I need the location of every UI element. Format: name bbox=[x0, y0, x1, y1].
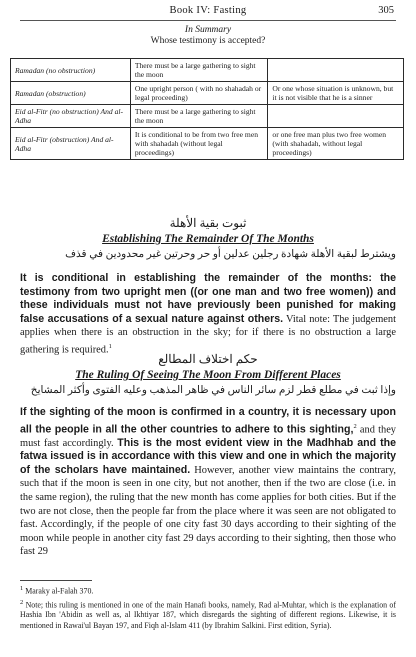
table-row bbox=[11, 82, 404, 105]
section-1-headings bbox=[0, 216, 416, 260]
summary-title: In Summary bbox=[184, 25, 232, 35]
section-2-bold-text-2: This is the most evident view in the Madhhab and the fatwa issued is in accordance with this view and one in which the majority of the scholars have maintained. bbox=[20, 436, 396, 476]
summary-heading bbox=[0, 25, 416, 46]
footnote-ref: 1 bbox=[108, 342, 112, 350]
table-cell: Ramadan (no obstruction) bbox=[11, 59, 131, 82]
table-cell: There must be a large gathering to sight the moon bbox=[130, 105, 268, 128]
section-1-arabic-title: ثبوت بقية الأهلة bbox=[169, 216, 247, 230]
section-1-paragraph bbox=[20, 272, 396, 357]
section-1-bold-text: It is conditional in establishing the remainder of the months: the testimony from two upright men ((or one man and two free women)) and these individuals must not have previously been punished for making false accusations of a sexual nature against others. bbox=[20, 272, 396, 325]
section-1-arabic-text: ويشترط لبقية الأهلة شهادة رجلين عدلين أو حر وحرتين غير محدودين في قذف bbox=[65, 249, 396, 260]
footnote: $^1$ Maraky al-Falah 370. bbox=[20, 585, 94, 596]
table-cell bbox=[268, 59, 404, 82]
section-2-headings bbox=[0, 352, 416, 396]
footnotes bbox=[20, 584, 396, 632]
summary-question: Whose testimony is accepted? bbox=[150, 36, 266, 46]
table-cell bbox=[268, 105, 404, 128]
footnote: $^2$ Note; this ruling is mentioned in one of the main Hanafi books, namely, Rad al-Muhtar, which is the explanation of Hashia Ibn 'Abidin as well as, al Ikhtiyar 187, which disregards the sighting of different regions. Likewise, it is mentioned in Rawai'ul Bayan 197, and Fiqh al-Islam 411 (by Ibrahim Salkini. First edition, Syria). bbox=[20, 598, 396, 630]
running-header bbox=[0, 5, 416, 21]
section-2-normal-text-1: and they must fast accordingly. bbox=[20, 424, 396, 449]
table-cell: It is conditional to be from two free men with shahadah (without legal proceedings) bbox=[130, 128, 268, 160]
table-cell: Eid al-Fitr (no obstruction) And al-Adha bbox=[11, 105, 131, 128]
book-title: Book IV: Fasting bbox=[169, 5, 247, 16]
table-row bbox=[11, 128, 404, 160]
table-cell: Or one whose situation is unknown, but it is not visible that he is a sinner bbox=[268, 82, 404, 105]
footnote-rule bbox=[20, 580, 92, 581]
table-row bbox=[11, 105, 404, 128]
section-2-paragraph bbox=[20, 406, 396, 559]
summary-table bbox=[10, 58, 404, 160]
table-cell: Eid al-Fitr (obstruction) And al-Adha bbox=[11, 128, 131, 160]
page-number: 305 bbox=[378, 5, 394, 16]
table-cell: Ramadan (obstruction) bbox=[11, 82, 131, 105]
section-2-arabic-title: حكم اختلاف المطالع bbox=[158, 352, 258, 366]
table-cell: or one free man plus two free women (with shahadah, without legal proceedings) bbox=[268, 128, 404, 160]
header-rule bbox=[20, 20, 396, 21]
table-cell: One upright person ( with no shahadah or legal proceeding) bbox=[130, 82, 268, 105]
section-1-heading: Establishing The Remainder Of The Months bbox=[102, 233, 314, 245]
section-2-normal-text-2: However, another view maintains the contrary, such that if the moon is seen in one city, but not another, then if the two are close (i.e. in the same region), the ruling that the new month has come applies for both cities. But if the two are not close, then the people far from the place where it was seen are not obligated to fast. Accordingly, if the people of one city fast 30 days according to their sighting of the moon while people in another city fast 29 days according to their sighting, then those who fast 29 bbox=[20, 464, 397, 558]
section-2-heading: The Ruling Of Seeing The Moon From Different Places bbox=[75, 369, 341, 381]
table-row bbox=[11, 59, 404, 82]
section-2-arabic-text: وإذا ثبت في مطلع قطر لزم سائر الناس في ظاهر المذهب وعليه الفتوى وأكثر المشايخ bbox=[30, 385, 396, 396]
section-2-bold-text-1: If the sighting of the moon is confirmed in a country, it is necessary upon all the people in all the other countries to adhere to this sighting, bbox=[20, 406, 396, 436]
section-1-note-text: Vital note: The judgement applies when there is an obstruction in the sky; for if there is no obstruction a large gathering is required. bbox=[20, 313, 396, 356]
table-cell: There must be a large gathering to sight the moon bbox=[130, 59, 268, 82]
footnote-ref: 2 bbox=[353, 422, 357, 430]
